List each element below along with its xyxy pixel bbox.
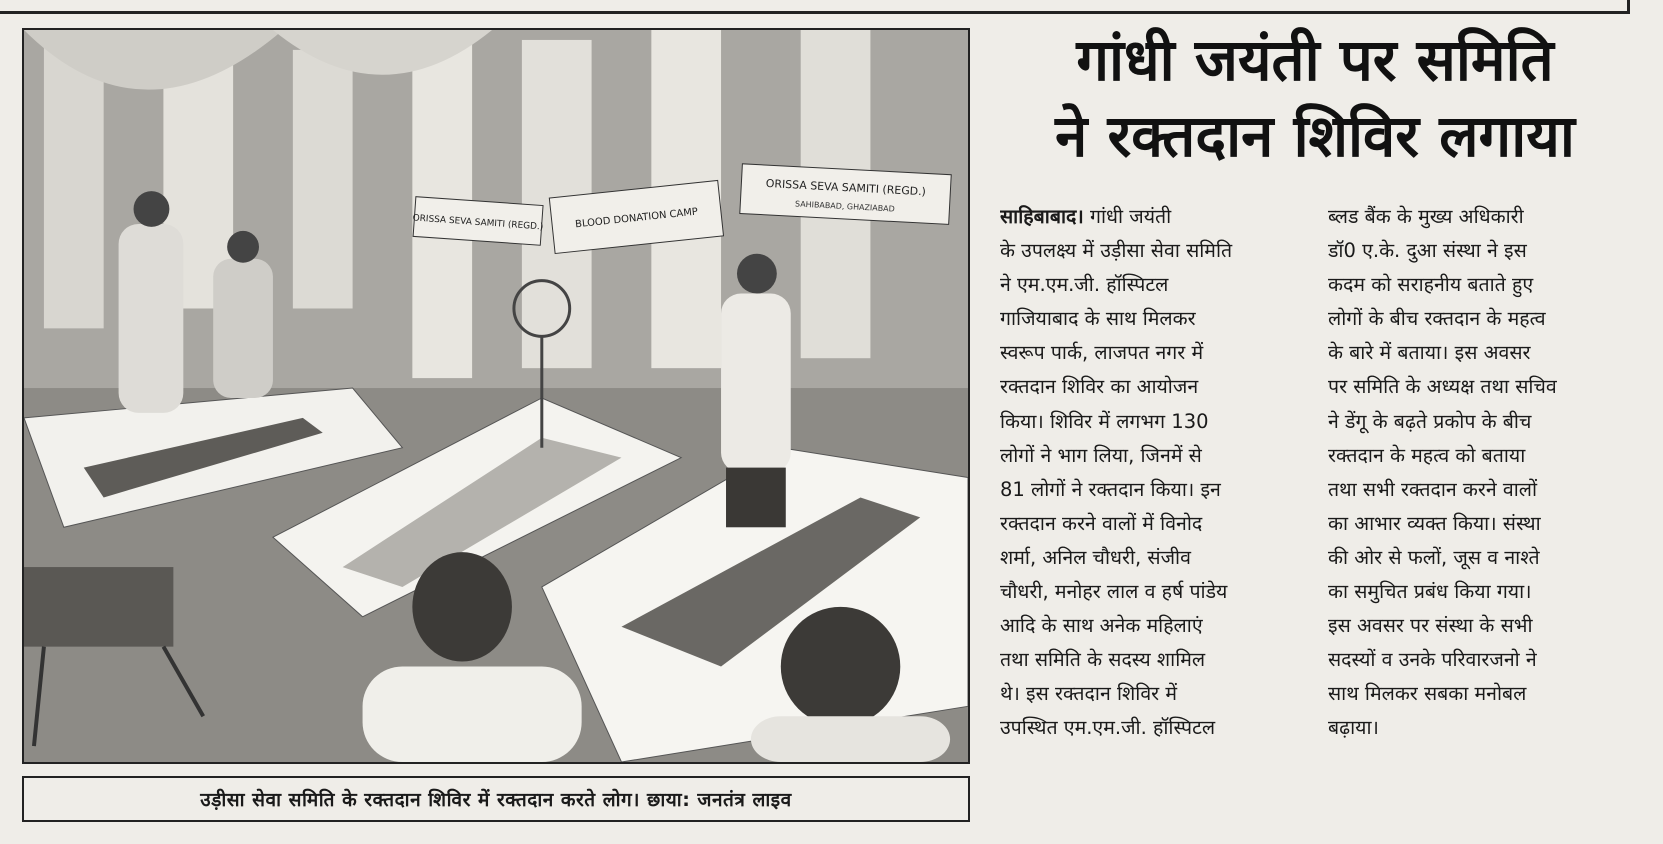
article-column-1 xyxy=(1000,200,1318,840)
dateline: साहिबाबाद। xyxy=(1000,205,1084,228)
news-photo xyxy=(22,28,970,764)
top-border-rule xyxy=(0,0,1630,14)
column-1-text: गांधी जयंती के उपलक्ष्य में उड़ीसा सेवा समिति ने एम.एम.जी. हॉस्पिटल गाजियाबाद के साथ मिलकर स्वरूप पार्क, लाजपत नगर में रक्तदान शिविर का आयोजन किया। शिविर में लगभग 130 लोगों ने भाग लिया, जिनमें से 81 लोगों ने रक्तदान किया। इन रक्तदान करने वालों में विनोद शर्मा, अनिल चौधरी, संजीव चौधरी, मनोहर लाल व हर्ष पांडेय आदि के साथ अनेक महिलाएं तथा समिति के सदस्य शामिल थे। इस रक्तदान शिविर में उपस्थित एम.एम.जी. हॉस्पिटल xyxy=(1000,205,1233,740)
article-headline xyxy=(990,22,1640,174)
banner-left-text: ORISSA SEVA SAMITI (REGD.) xyxy=(412,213,544,233)
banner-right-text: ORISSA SEVA SAMITI (REGD.) xyxy=(765,176,927,199)
photo-caption: उड़ीसा सेवा समिति के रक्तदान शिविर में रक्तदान करते लोग। छाया: जनतंत्र लाइव xyxy=(22,776,970,822)
banner-right-subtext: SAHIBABAD, GHAZIABAD xyxy=(794,199,895,214)
headline-line-1: गांधी जयंती पर समिति xyxy=(1076,26,1554,94)
photo-illustration xyxy=(24,30,968,762)
banner-middle-text: BLOOD DONATION CAMP xyxy=(574,206,699,231)
article-column-2: ब्लड बैंक के मुख्य अधिकारी डॉ0 ए.के. दुआ संस्था ने इस कदम को सराहनीय बताते हुए लोगों के बीच रक्तदान के महत्व के बारे में बताया। इस अवसर पर समिति के अध्यक्ष तथा सचिव ने डेंगू के बढ़ते प्रकोप के बीच रक्तदान के महत्व को बताया तथा सभी रक्तदान करने वालों का आभार व्यक्त किया। संस्था की ओर से फलों, जूस व नाश्ते का समुचित प्रबंध किया गया। इस अवसर पर संस्था के सभी सदस्यों व उनके परिवारजनो ने साथ मिलकर सबका मनोबल बढ़ाया। xyxy=(1328,205,1557,740)
headline-line-2: ने रक्तदान शिविर लगाया xyxy=(1055,102,1575,170)
banner-left xyxy=(412,197,543,246)
banner-right xyxy=(740,164,951,225)
